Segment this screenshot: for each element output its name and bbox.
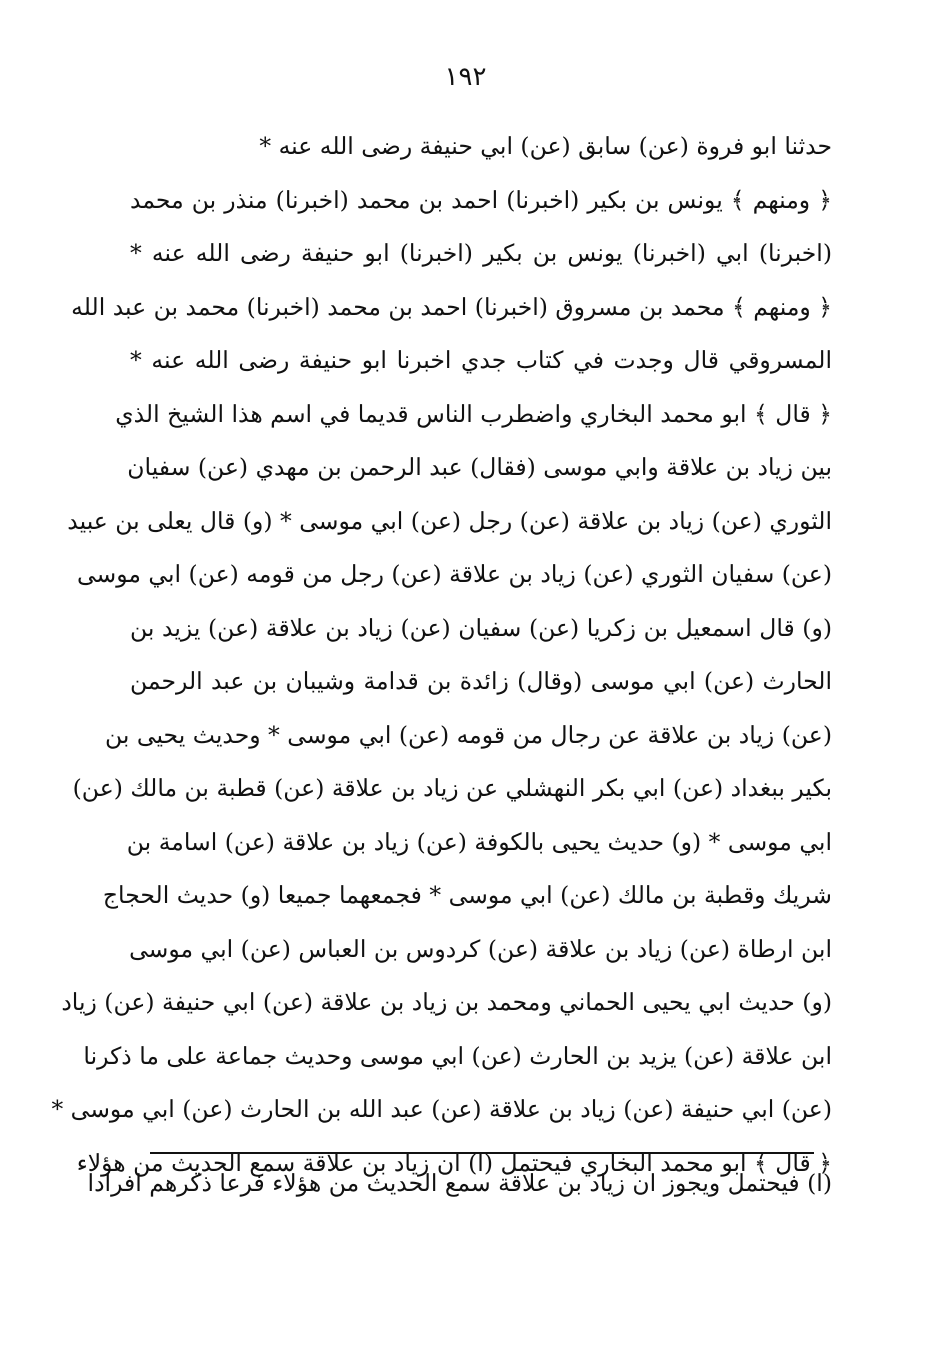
text-line: ابي موسى * (و) حديث يحيى بالكوفة (عن) زياد بن علاقة (عن) اسامة بن — [126, 827, 832, 856]
text-line: ﴿ ومنهم ﴾ محمد بن مسروق (اخبرنا) احمد بن محمد (اخبرنا) محمد بن عبد الله — [71, 292, 832, 321]
text-line: بين زياد بن علاقة وابي موسى (فقال) عبد الرحمن بن مهدي (عن) سفيان — [127, 453, 832, 481]
text-line: (و) قال اسمعيل بن زكريا (عن) سفيان (عن) زياد بن علاقة (عن) يزيد بن — [130, 613, 832, 642]
text-line: ﴿ ومنهم ﴾ يونس بن بكير (اخبرنا) احمد بن محمد (اخبرنا) منذر بن محمد — [130, 185, 832, 214]
footnote: (ا) فيحتمل ويجوز ان زياد بن علاقة سمع الحديث من هؤلاء فرعا ذكرهم افرادا — [87, 1169, 832, 1197]
text-line: بكير ببغداد (عن) ابي بكر النهشلي عن زياد بن علاقة (عن) قطبة بن مالك (عن) — [72, 774, 832, 802]
text-line: (عن) زياد بن علاقة عن رجال من قومه (عن) ابي موسى * وحديث يحيى بن — [104, 720, 832, 749]
text-line: ابن علاقة (عن) يزيد بن الحارث (عن) ابي موسى وحديث جماعة على ما ذكرنا — [83, 1041, 832, 1070]
page-number: ١٩٢ — [444, 62, 487, 92]
text-line: (عن) ابي حنيفة (عن) زياد بن علاقة (عن) عبد الله بن الحارث (عن) ابي موسى * — [51, 1095, 832, 1123]
text-line: الحارث (عن) ابي موسى (وقال) زائدة بن قدامة وشيبان بن عبد الرحمن — [130, 667, 832, 695]
text-line: ﴿ قال ﴾ ابو محمد البخاري واضطرب الناس قديما في اسم هذا الشيخ الذي — [115, 399, 832, 428]
text-line: المسروقي قال وجدت في كتاب جدي اخبرنا ابو حنيفة رضى الله عنه * — [130, 346, 832, 374]
text-line: الثوري (عن) زياد بن علاقة (عن) رجل (عن) ابي موسى * (و) قال يعلى بن عبيد — [67, 506, 832, 535]
text-line: (اخبرنا) ابي (اخبرنا) يونس بن بكير (اخبرنا) ابو حنيفة رضى الله عنه * — [130, 239, 832, 267]
text-line: ﴿ قال ﴾ ابو محمد البخاري فيحتمل (ا) ان زياد بن علاقة سمع الحديث من هؤلاء — [76, 1148, 832, 1177]
text-line: ابن ارطاة (عن) زياد بن علاقة (عن) كردوس بن العباس (عن) ابي موسى — [129, 934, 832, 963]
text-line: (عن) سفيان الثوري (عن) زياد بن علاقة (عن) رجل من قومه (عن) ابي موسى — [76, 560, 832, 588]
text-line: (و) حديث ابي يحيى الحماني ومحمد بن زياد بن علاقة (عن) ابي حنيفة (عن) زياد — [61, 988, 832, 1016]
body-text — [51, 120, 832, 1190]
text-line: حدثنا ابو فروة (عن) سابق (عن) ابي حنيفة رضى الله عنه * — [259, 132, 832, 160]
text-line: شريك وقطبة بن مالك (عن) ابي موسى * فجمعهما جميعا (و) حديث الحجاج — [102, 881, 832, 909]
footnote-divider — [150, 1152, 814, 1154]
